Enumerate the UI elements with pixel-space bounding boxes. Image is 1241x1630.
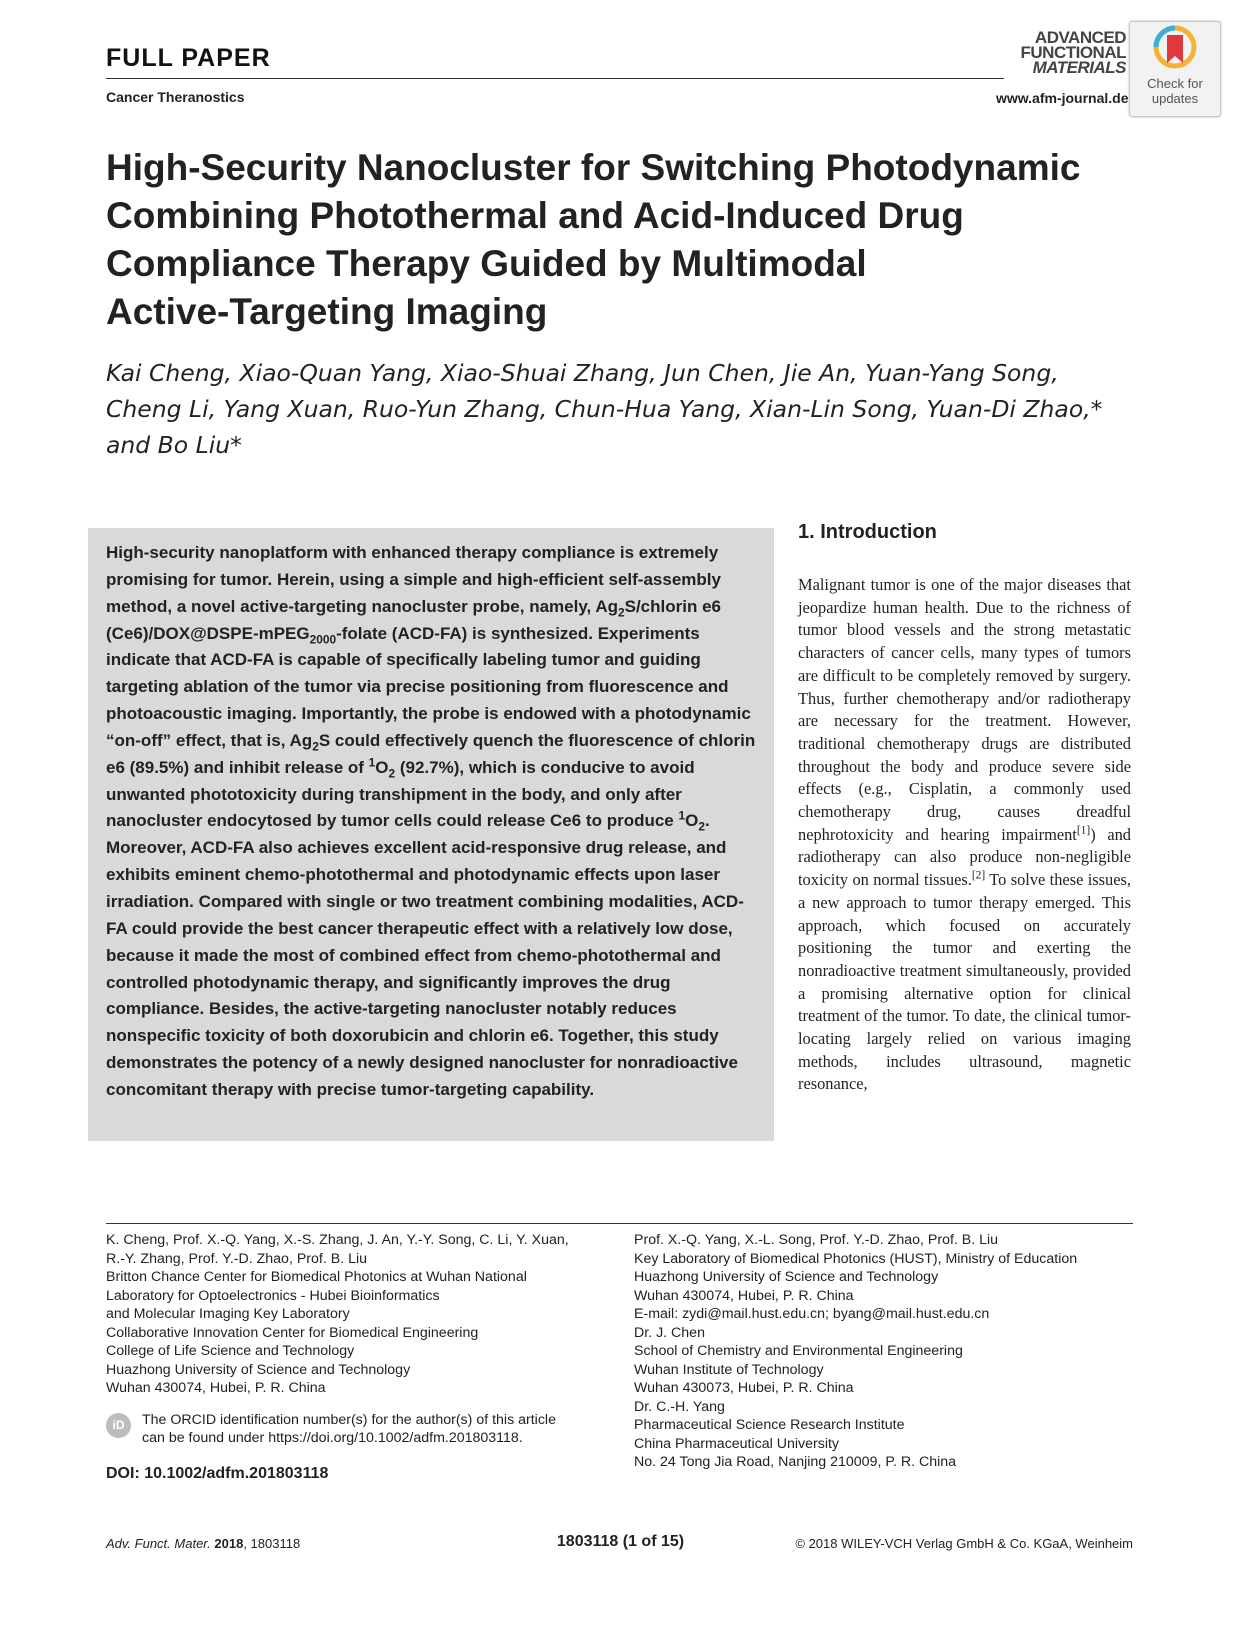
doi-label[interactable]: DOI: 10.1002/adfm.201803118 xyxy=(106,1465,329,1482)
abstract-subscript: 2 xyxy=(698,819,705,834)
journal-logo-line: FUNCTIONAL xyxy=(1020,43,1126,62)
affiliation-line: Laboratory for Optoelectronics - Hubei Bioinformatics xyxy=(106,1287,440,1304)
footer-journal-abbrev: Adv. Funct. Mater. xyxy=(106,1536,211,1551)
abstract-superscript: 1 xyxy=(368,755,376,770)
affiliation-line: R.-Y. Zhang, Prof. Y.-D. Zhao, Prof. B. Liu xyxy=(106,1250,368,1267)
footer-article-number: , 1803118 xyxy=(243,1536,301,1551)
affiliation-line: Wuhan 430074, Hubei, P. R. China xyxy=(106,1380,326,1396)
author-list xyxy=(106,355,1156,463)
affiliation-line: Key Laboratory of Biomedical Photonics (HUST), Ministry of Education xyxy=(634,1250,1078,1267)
introduction-segment: ) and radiotherapy can also produce non-negligible toxicity on normal tissues. xyxy=(798,824,1131,890)
check-for-updates-badge[interactable] xyxy=(1129,21,1221,117)
reference-link[interactable]: [2] xyxy=(971,869,986,882)
footer-copyright: © 2018 WILEY-VCH Verlag GmbH & Co. KGaA, Weinheim xyxy=(795,1536,1133,1551)
affiliation-line: School of Chemistry and Environmental Engineering xyxy=(634,1343,963,1359)
abstract-segment: . Moreover, ACD-FA also achieves excellent acid-responsive drug release, and exhibits eminent chemo-photothermal and photodynamic effects upon laser irradiation. Compared with single or two treatment combining modalities, ACD-FA could provide the best cancer therapeutic effect with a relatively low dose, because it made the most of combined effect from chemo-photothermal and controlled photodynamic therapy, and significantly improves the drug compliance. Besides, the active-targeting nanocluster notably reduces nonspecific toxicity of both doxorubicin and chlorin e6. Together, this study demonstrates the potency of a newly designed nanocluster for nonradioactive concomitant therapy with precise tumor-targeting capability. xyxy=(106,811,744,1099)
affiliation-line: China Pharmaceutical University xyxy=(634,1435,840,1452)
affiliation-line: Wuhan 430074, Hubei, P. R. China xyxy=(634,1287,854,1304)
abstract-subscript: 2 xyxy=(388,766,396,781)
article-title-line: Compliance Therapy Guided by Multimodal xyxy=(106,243,867,284)
affiliation-line: K. Cheng, Prof. X.-Q. Yang, X.-S. Zhang, J. An, Y.-Y. Song, C. Li, Y. Xuan, xyxy=(106,1232,569,1248)
reference-link[interactable]: [1] xyxy=(1076,824,1091,837)
abstract-segment: (92.7%), which is conducive to avoid unwanted phototoxicity during transhipment in the body, and only after nanocluster endocytosed by tumor cells could release Ce6 to produce xyxy=(106,757,695,831)
email-line[interactable]: E-mail: zydi@mail.hust.edu.cn; byang@mail.hust.edu.cn xyxy=(634,1306,990,1322)
introduction-segment: To solve these issues, a new approach to tumor therapy emerged. This approach, which focused on accurately positioning the tumor and exerting the nonradioactive treatment simultaneously, provided a promising alternative option for clinical treatment of the tumor. To date, the clinical tumor-locating largely relied on various imaging methods, includes ultrasound, magnetic resonance, xyxy=(798,870,1131,1094)
footer-page-number: 1803118 (1 of 15) xyxy=(556,1533,685,1550)
article-title-line: High-Security Nanocluster for Switching Photodynamic xyxy=(106,147,1081,188)
affiliation-line: Collaborative Innovation Center for Biomedical Engineering xyxy=(106,1324,479,1341)
check-for-updates-label: Check for updates xyxy=(1147,76,1203,106)
abstract-text xyxy=(106,540,756,1104)
affiliation-line: Prof. X.-Q. Yang, X.-L. Song, Prof. Y.-D. Zhao, Prof. B. Liu xyxy=(634,1232,999,1248)
orcid-icon: iD xyxy=(106,1413,131,1438)
affiliation-line: and Molecular Imaging Key Laboratory xyxy=(106,1306,350,1322)
footer-year: 2018 xyxy=(214,1536,244,1551)
article-title xyxy=(106,144,1086,336)
introduction-heading: 1. Introduction xyxy=(798,521,937,543)
orcid-note xyxy=(142,1411,622,1447)
abstract-segment: O xyxy=(685,811,699,831)
abstract-superscript: 1 xyxy=(678,808,686,823)
article-title-line: Active-Targeting Imaging xyxy=(106,291,548,332)
section-label: FULL PAPER xyxy=(106,44,271,72)
abstract-segment: High-security nanoplatform with enhanced therapy compliance is extremely promising for tumor. Herein, using a simple and high-efficient self-assembly method, a novel active-targeting nanocluster probe, namely, Ag xyxy=(106,543,721,616)
abstract-subscript: 2 xyxy=(312,739,319,754)
journal-url[interactable]: www.afm-journal.de xyxy=(996,90,1129,106)
orcid-note-line[interactable]: can be found under https://doi.org/10.1002/adfm.201803118. xyxy=(142,1430,523,1446)
affiliation-line: Huazhong University of Science and Technology xyxy=(106,1361,411,1378)
affiliation-line: Britton Chance Center for Biomedical Photonics at Wuhan National xyxy=(106,1269,527,1285)
abstract-subscript: 2 xyxy=(618,605,625,620)
abstract-segment: S could effectively quench the fluorescence of chlorin e6 (89.5%) and inhibit release of xyxy=(106,730,756,777)
affiliation-line: Dr. J. Chen xyxy=(634,1324,705,1341)
crossmark-icon xyxy=(1153,25,1197,73)
affiliations-right xyxy=(634,1231,1134,1472)
affiliation-line: Dr. C.-H. Yang xyxy=(634,1398,725,1415)
journal-logo xyxy=(1010,30,1126,75)
abstract-segment: -folate (ACD-FA) is synthesized. Experiments indicate that ACD-FA is capable of specifically labeling tumor and guiding targeting ablation of the tumor via precise positioning from fluorescence and photoacoustic imaging. Importantly, the probe is endowed with a photodynamic “on-off” effect, that is, Ag xyxy=(106,623,751,750)
affiliation-line: Wuhan 430073, Hubei, P. R. China xyxy=(634,1380,854,1396)
journal-logo-line: MATERIALS xyxy=(1032,58,1126,77)
header-rule xyxy=(106,78,1004,79)
affiliation-line: College of Life Science and Technology xyxy=(106,1343,355,1359)
author-line: Kai Cheng, Xiao-Quan Yang, Xiao-Shuai Zhang, Jun Chen, Jie An, Yuan-Yang Song, xyxy=(106,359,1059,387)
journal-logo-line: ADVANCED xyxy=(1034,28,1126,47)
affiliation-line: Wuhan Institute of Technology xyxy=(634,1361,824,1378)
introduction-text xyxy=(798,574,1131,1096)
author-line: and Bo Liu* xyxy=(106,431,242,459)
affiliation-line: Huazhong University of Science and Technology xyxy=(634,1269,939,1285)
article-title-line: Combining Photothermal and Acid-Induced Drug xyxy=(106,195,964,236)
abstract-segment: O xyxy=(375,757,389,777)
subject-label: Cancer Theranostics xyxy=(106,89,245,105)
orcid-note-line: The ORCID identification number(s) for the author(s) of this article xyxy=(142,1412,556,1428)
affiliation-line: No. 24 Tong Jia Road, Nanjing 210009, P. R. China xyxy=(634,1454,957,1470)
abstract-subscript: 2000 xyxy=(309,631,337,646)
affiliation-line: Pharmaceutical Science Research Institute xyxy=(634,1417,905,1433)
affiliations-left xyxy=(106,1231,606,1398)
abstract-segment: S/chlorin e6 (Ce6)/DOX@DSPE-mPEG xyxy=(106,596,721,643)
footnote-rule xyxy=(106,1223,1133,1224)
author-line: Cheng Li, Yang Xuan, Ruo-Yun Zhang, Chun-Hua Yang, Xian-Lin Song, Yuan-Di Zhao,* xyxy=(106,395,1103,423)
introduction-segment: Malignant tumor is one of the major diseases that jeopardize human health. Due to the richness of tumor blood vessels and the strong metastatic characters of cancer cells, many types of tumors are difficult to be completely removed by surgery. Thus, further chemotherapy and/or radiotherapy are necessary for the treatment. However, traditional chemotherapy drugs are distributed throughout the body and produce severe side effects (e.g., Cisplatin, a commonly used chemotherapy drug, causes dreadful nephrotoxicity and hearing impairment xyxy=(798,575,1131,844)
